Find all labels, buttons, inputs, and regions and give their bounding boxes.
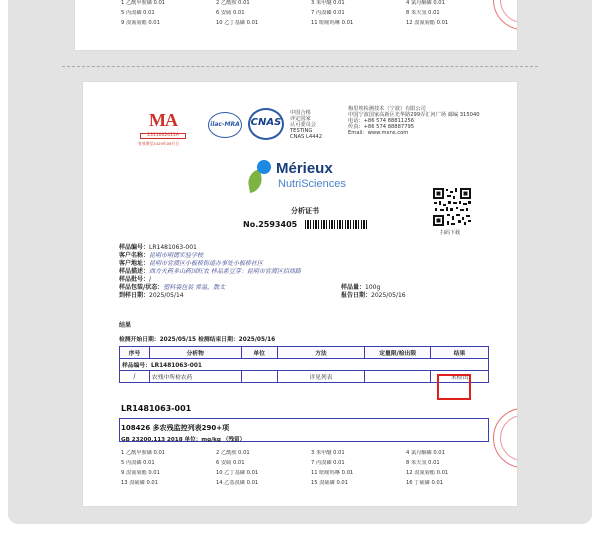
cnas-logo [248, 108, 284, 140]
cnas-mark: CNAS [250, 117, 282, 128]
table-row [120, 371, 489, 383]
analyte-item: 4 氯丹酮磷 0.01 [406, 0, 445, 6]
analyte-item: 1 乙酰甲胺磷 0.01 [121, 0, 166, 6]
col-header: 序号 [120, 347, 150, 359]
brand-name: Mérieux [276, 160, 333, 177]
analyte-item: 10 乙丁基磷 0.01 [216, 20, 259, 26]
analyte-item: 13 溴硫磷 0.01 [121, 480, 159, 486]
analyte-item: 5 丙溴磷 0.01 [121, 10, 155, 16]
package-row: 样品包装/状态：塑料袋包装 常温，散太 样品量：100g [119, 284, 381, 291]
cma-number: 2311002411A [140, 133, 186, 139]
cma-validity: 有效期至2029年06月日 [138, 141, 180, 146]
col-header: 结果 [431, 347, 489, 359]
cell [365, 371, 431, 383]
analyte-item: 1 乙酰甲胺磷 0.01 [121, 450, 166, 456]
cma-logo [138, 108, 188, 148]
client-row: 客户名称：昆明市明德实验学校 [119, 252, 204, 259]
analyte-item: 14 乙基溴磷 0.01 [216, 480, 259, 486]
batch-row: 样品批号：/ [119, 276, 152, 283]
result-highlight-box [437, 374, 471, 400]
info-line: 电话：+86 574 88811256 [348, 118, 415, 124]
analyte-item: 3 苯甲醚 0.01 [311, 0, 345, 6]
table-header-row [120, 347, 489, 359]
analyte-item: 10 乙丁基磷 0.01 [216, 470, 259, 476]
merieux-logo [248, 160, 368, 194]
analyte-item: 5 丙溴磷 0.01 [121, 460, 155, 466]
certificate-page [83, 82, 517, 506]
analyte-item: 8 苯夫氢 0.01 [406, 10, 440, 16]
detail-sample-id: LR1481063-001 [121, 404, 192, 413]
qr-code-icon[interactable] [432, 187, 472, 227]
analyte-item: 2 乙酰胺 0.01 [216, 0, 250, 6]
info-line: Email：www.mxns.com [348, 130, 409, 136]
analyte-item: 7 丙溴磷 0.01 [311, 460, 345, 466]
analyte-item: 12 溴氰菊酯 0.01 [406, 20, 449, 26]
analyte-item: 12 溴氰菊酯 0.01 [406, 470, 449, 476]
info-line: CNAS L4442 [290, 134, 323, 140]
analyte-item: 6 安硫 0.01 [216, 460, 245, 466]
results-heading: 结果 [119, 322, 132, 329]
analyte-item: 11 吡嘧吗啉 0.01 [311, 20, 354, 26]
analyte-list [121, 0, 501, 27]
analyte-item: 8 苯夫氢 0.01 [406, 460, 440, 466]
cell: 详见列表 [277, 371, 365, 383]
brand-subname: NutriSciences [278, 178, 346, 190]
info-line: 评定国家 [290, 116, 311, 122]
info-line: 中国合格 [290, 110, 311, 116]
info-line: 传真：+86 574 88887795 [348, 124, 415, 130]
analyte-item: 9 溴氰菊酯 0.01 [121, 470, 160, 476]
col-header: 分析物 [149, 347, 241, 359]
sample-info [119, 244, 499, 300]
cell [241, 371, 277, 383]
test-dates: 检测开始日期：2025/05/15 检测结束日期：2025/05/16 [119, 337, 276, 343]
analyte-item: 16 丁硫磷 0.01 [406, 480, 444, 486]
analyte-item: 4 氯丹酮磷 0.01 [406, 450, 445, 456]
report-number: No.2593405 [243, 220, 298, 229]
table-row [120, 359, 489, 371]
ilac-mra-logo: ilac-MRA [208, 112, 242, 138]
sample-number-row: 样品编号：LR1481063-001 [119, 244, 197, 251]
analyte-item: 9 溴氰菊酯 0.01 [121, 20, 160, 26]
analyte-item: 11 吡嘧吗啉 0.01 [311, 470, 354, 476]
result-cell: 未检出 [431, 371, 489, 383]
lab-contact-info [348, 106, 517, 136]
qr-caption: 扫码下载 [440, 230, 461, 236]
dates-row: 到样日期：2025/05/14 报告日期：2025/05/16 [119, 292, 406, 299]
analyte-item: 2 乙酰胺 0.01 [216, 450, 250, 456]
col-header: 单位 [241, 347, 277, 359]
previous-page-fragment [75, 0, 517, 50]
method-title: 108426 多农残监控列表290+项 [121, 424, 230, 432]
cnas-caption [290, 110, 330, 140]
dot-icon [257, 160, 271, 174]
info-line: 认可委员会 [290, 122, 316, 128]
sample-group-cell: 样品编号：LR1481063-001 [120, 359, 489, 371]
col-header: 定量限/检出限 [365, 347, 431, 359]
method-standard: GB 23200.113 2018 单位：mg/kg （残留） [121, 437, 246, 443]
info-line: 梅里埃检测技术（宁波）有限公司 [348, 106, 426, 112]
analyte-item: 15 溴硫磷 0.01 [311, 480, 349, 486]
certificate-title: 分析证书 [291, 207, 319, 215]
analyte-item: 6 安硫 0.01 [216, 10, 245, 16]
analyte-item: 3 苯甲醚 0.01 [311, 450, 345, 456]
cma-mark: MA [149, 110, 177, 130]
analyte-list [121, 450, 501, 487]
cell: 农残中所检农药 [149, 371, 241, 383]
info-line: 中国宁波国家高新区光华路299弄汇河广场 邮编 315040 [348, 112, 480, 118]
address-row: 客户地址：昆明市官渡区小板桥街道办事处小板桥社区 [119, 260, 264, 267]
analyte-item: 7 丙溴磷 0.01 [311, 10, 345, 16]
results-table [119, 346, 489, 383]
barcode-icon [305, 220, 367, 229]
col-header: 方法 [277, 347, 365, 359]
description-row: 样品描述：西方火药多山药国旺农 样品系豆芽：昆明市官渡区招商路 [119, 268, 301, 275]
header-logos [138, 104, 517, 144]
page-separator [62, 66, 538, 67]
info-line: TESTING [290, 128, 313, 134]
cell: / [120, 371, 150, 383]
